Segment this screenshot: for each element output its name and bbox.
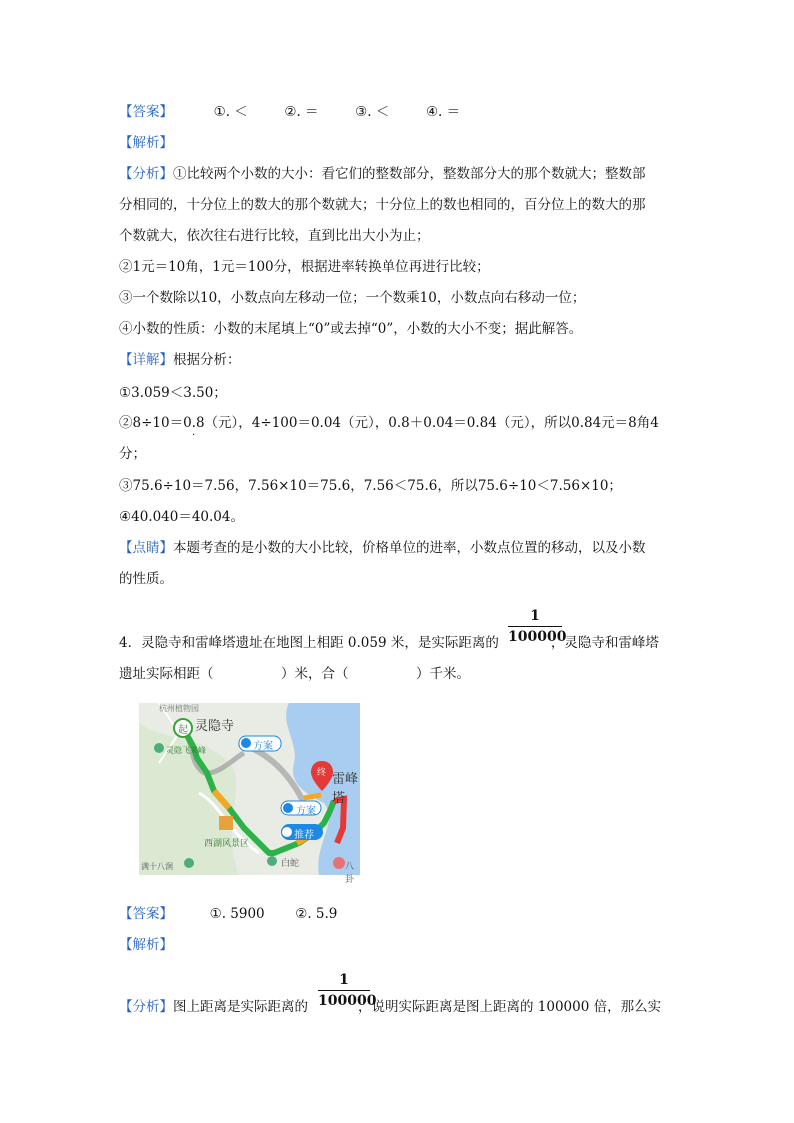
dianjing-line-2: 的性质。 xyxy=(119,571,173,587)
top-poi: 杭州植物园 xyxy=(159,704,199,713)
dianjing-line-1 xyxy=(119,538,646,558)
fenxi-line-2: 分相同的，十分位上的数大的那个数就大；十分位上的数也相同的，百分位上的数大的那 xyxy=(119,197,646,213)
end-badge: 终 xyxy=(317,768,327,778)
emphasis-dot: · xyxy=(192,430,196,441)
fenxi-line-1 xyxy=(119,164,646,184)
q4-fenxi-line xyxy=(119,997,661,1017)
q4-text-b: ，灵隐寺和雷峰塔 xyxy=(550,635,659,651)
q4-fenxi-fraction xyxy=(318,971,377,1010)
area-label: 西湖风景区 xyxy=(204,839,250,849)
poi-bottom-left: 满十八涧 xyxy=(141,862,173,871)
detail-line-1: ①3.059＜3.50； xyxy=(119,385,227,401)
poi-right: 八卦 xyxy=(345,862,355,885)
fenxi-tag: 【分析】 xyxy=(119,999,173,1015)
analysis-tag: 【解析】 xyxy=(119,135,173,151)
q3-answer-line xyxy=(119,102,460,122)
answer-tag: 【答案】 xyxy=(119,104,173,120)
analysis-tag: 【解析】 xyxy=(119,937,173,953)
q4-line-1 xyxy=(119,633,659,653)
answer-1: ①. 5900 xyxy=(209,906,265,922)
q4-line-2: 遗址实际相距（ ）米，合（ ）千米。 xyxy=(119,666,470,682)
dianjing-tag: 【点睛】 xyxy=(119,540,173,556)
start-label: 灵隐寺 xyxy=(195,719,235,734)
poi-left: 灵隐飞来峰 xyxy=(166,746,206,755)
route-2-label: 方案 xyxy=(296,806,316,817)
detail-intro: 根据分析： xyxy=(173,352,241,368)
fenxi-line-5: ③一个数除以10，小数点向左移动一位；一个数乘10，小数点向右移动一位； xyxy=(119,290,586,306)
fraction-numerator: 1 xyxy=(339,972,349,988)
start-badge: 起 xyxy=(178,725,188,736)
answer-1: ①. ＜ xyxy=(213,104,248,120)
q4-answer-line xyxy=(119,904,337,924)
dianjing-text: 本题考查的是小数的大小比较，价格单位的进率，小数点位置的移动，以及小数 xyxy=(173,540,646,556)
answer-4: ④. ＝ xyxy=(425,104,461,120)
fenxi-text: ①比较两个小数的大小：看它们的整数部分，整数部分大的那个数就大；整数部 xyxy=(173,166,646,182)
route-1-label: 推荐 xyxy=(294,830,314,841)
detail-line-4: ③75.6÷10＝7.56，7.56×10＝75.6，7.56＜75.6，所以75.6÷10＜7.56×10； xyxy=(119,478,622,494)
detail-line-3: 分； xyxy=(119,446,146,462)
fraction-denominator: 100000 xyxy=(508,629,567,645)
fraction-denominator: 100000 xyxy=(318,993,377,1009)
fraction-numerator: 1 xyxy=(530,608,540,624)
detail-tag: 【详解】 xyxy=(119,352,173,368)
answer-tag: 【答案】 xyxy=(119,906,173,922)
fenxi-line-3: 个数就大，依次往右进行比较，直到比出大小为止； xyxy=(119,228,430,244)
detail-line-5: ④40.040＝40.04。 xyxy=(119,509,244,525)
route-map xyxy=(139,703,360,885)
detail-line xyxy=(119,350,241,370)
answer-2: ②. 5.9 xyxy=(295,906,338,922)
q4-text-a: 4．灵隐寺和雷峰塔遗址在地图上相距 0.059 米，是实际距离的 xyxy=(119,635,499,651)
fenxi-line-6: ④小数的性质：小数的末尾填上“0”或去掉“0”，小数的大小不变；据此解答。 xyxy=(119,321,583,337)
answer-3: ③. ＜ xyxy=(355,104,390,120)
route-3-label: 方案 xyxy=(253,741,273,752)
answer-2: ②. ＝ xyxy=(284,104,319,120)
fenxi-tag: 【分析】 xyxy=(119,166,173,182)
fenxi-line-4: ②1元＝10角，1元＝100分，根据进率转换单位再进行比较； xyxy=(119,259,490,275)
poi-bottom: 白蛇 xyxy=(281,859,300,869)
detail-line-2: ②8÷10＝0.8（元），4÷100＝0.04（元），0.8＋0.04＝0.84（元），所以0.84元＝8角4 xyxy=(119,415,659,431)
q4-fraction xyxy=(508,607,567,646)
fenxi-text-b: ，说明实际距离是图上距离的 100000 倍，那么实 xyxy=(358,999,662,1015)
fenxi-text-a: 图上距离是实际距离的 xyxy=(173,999,308,1015)
end-label: 雷峰塔 xyxy=(332,772,359,806)
